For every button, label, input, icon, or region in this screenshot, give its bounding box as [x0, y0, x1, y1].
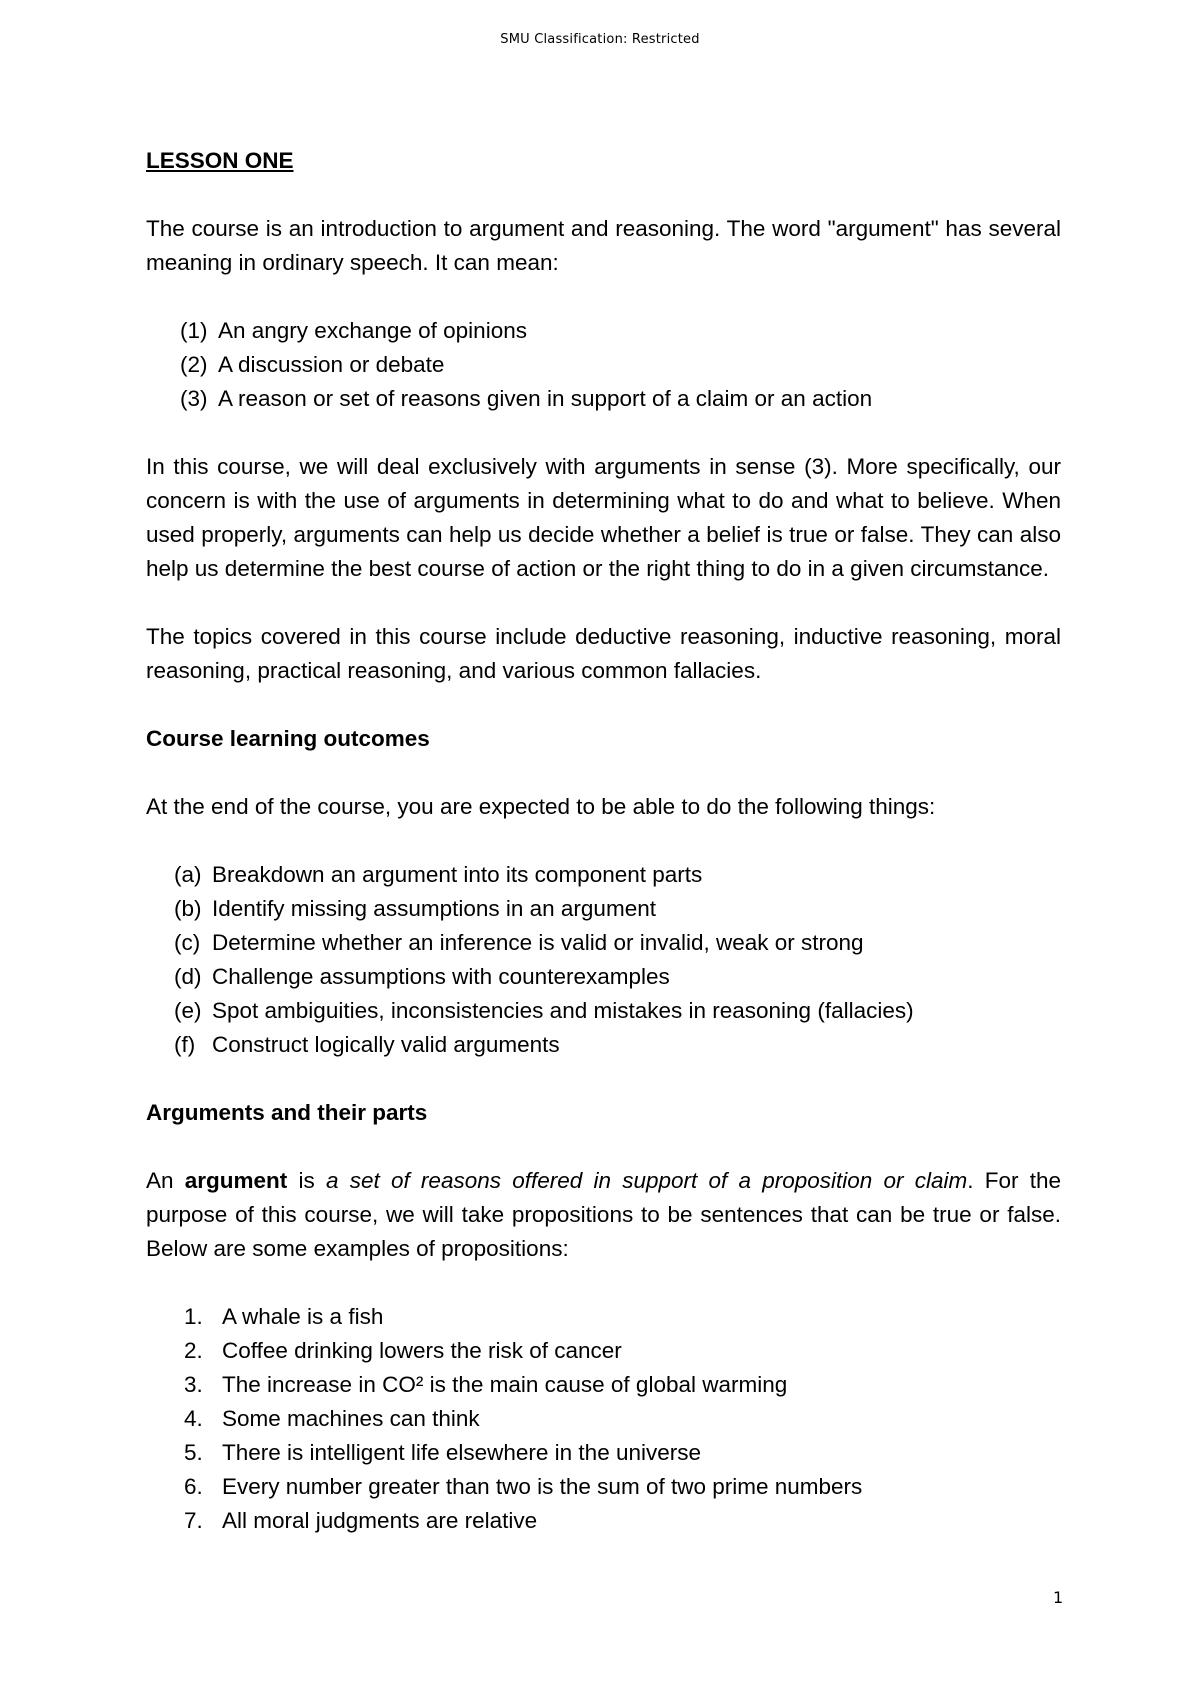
spacer [146, 688, 1061, 722]
lesson-title: LESSON ONE [146, 148, 294, 173]
spacer [146, 280, 1061, 314]
list-marker: 3. [184, 1372, 203, 1397]
list-item-text: Coffee drinking lowers the risk of cancer [222, 1338, 622, 1363]
list-item-text: The increase in CO² is the main cause of global warming [222, 1372, 788, 1397]
list-item [146, 960, 1061, 994]
list-item-text: Challenge assumptions with counterexamples [212, 964, 670, 989]
argument-definition [146, 1164, 1061, 1266]
definition-lead: An [146, 1168, 185, 1193]
list-item [146, 1028, 1061, 1062]
spacer [146, 756, 1061, 790]
list-item-text: Spot ambiguities, inconsistencies and mistakes in reasoning (fallacies) [212, 998, 914, 1023]
list-item [146, 314, 1061, 348]
spacer [146, 1062, 1061, 1096]
list-item-text: Construct logically valid arguments [212, 1032, 560, 1057]
list-marker: 6. [184, 1474, 203, 1499]
meanings-list [146, 314, 1061, 416]
list-item-text: All moral judgments are relative [222, 1508, 538, 1533]
list-marker: (b) [174, 896, 202, 921]
topics-paragraph: The topics covered in this course include deductive reasoning, inductive reasoning, moral reasoning, practical reasoning, and various common fallacies. [146, 624, 1061, 683]
intro-paragraph: The course is an introduction to argument and reasoning. The word "argument" has several meaning in ordinary speech. It can mean: [146, 216, 1061, 275]
list-item [146, 1368, 1061, 1402]
list-item-text: A discussion or debate [218, 352, 445, 377]
page-number: 1 [1053, 1588, 1064, 1607]
list-item [146, 994, 1061, 1028]
list-item-text: A whale is a fish [222, 1304, 384, 1329]
list-item [146, 1402, 1061, 1436]
definition-term: argument [184, 1168, 288, 1193]
list-marker: (2) [180, 352, 208, 377]
list-marker: 5. [184, 1440, 203, 1465]
list-item [146, 348, 1061, 382]
classification-header: SMU Classification: Restricted [500, 32, 700, 47]
list-item [146, 1300, 1061, 1334]
list-item [146, 1436, 1061, 1470]
list-item [146, 382, 1061, 416]
spacer [146, 586, 1061, 620]
spacer [146, 1266, 1061, 1300]
spacer [146, 1130, 1061, 1164]
sense-paragraph: In this course, we will deal exclusively with arguments in sense (3). More specifically, our concern is with the use of arguments in determining what to do and what to believe. When used properly, arguments can help us decide whether a belief is true or false. They can also help us determine the best course of action or the right thing to do in a given circumstance. [146, 454, 1061, 581]
list-item-text: Identify missing assumptions in an argument [212, 896, 656, 921]
list-marker: (e) [174, 998, 202, 1023]
list-item-text: Every number greater than two is the sum of two prime numbers [222, 1474, 863, 1499]
list-marker: (c) [174, 930, 201, 955]
list-marker: 1. [184, 1304, 203, 1329]
outcomes-intro: At the end of the course, you are expected to be able to do the following things: [146, 794, 936, 819]
definition-is: is [287, 1168, 326, 1193]
propositions-list [146, 1300, 1061, 1538]
list-item [146, 1334, 1061, 1368]
list-item [146, 858, 1061, 892]
page-body [146, 144, 1061, 1538]
list-marker: (1) [180, 318, 208, 343]
definition-rest: . For the purpose of this course, we will take propositions to be sentences that can be true or false. Below are some examples of propositions: [146, 1168, 1061, 1261]
list-marker: 4. [184, 1406, 203, 1431]
outcomes-list [146, 858, 1061, 1062]
list-item-text: Breakdown an argument into its component parts [212, 862, 703, 887]
list-item-text: Some machines can think [222, 1406, 480, 1431]
list-item [146, 1470, 1061, 1504]
list-marker: 2. [184, 1338, 203, 1363]
list-item-text: An angry exchange of opinions [218, 318, 527, 343]
list-marker: (d) [174, 964, 202, 989]
list-marker: (f) [174, 1032, 196, 1057]
list-item-text: Determine whether an inference is valid or invalid, weak or strong [212, 930, 864, 955]
list-item-text: A reason or set of reasons given in support of a claim or an action [218, 386, 873, 411]
list-item-text: There is intelligent life elsewhere in the universe [222, 1440, 702, 1465]
definition-italic: a set of reasons offered in support of a proposition or claim [325, 1168, 968, 1193]
list-marker: (a) [174, 862, 202, 887]
arguments-heading: Arguments and their parts [146, 1100, 428, 1125]
spacer [146, 178, 1061, 212]
outcomes-heading: Course learning outcomes [146, 726, 430, 751]
list-item [146, 926, 1061, 960]
list-item [146, 1504, 1061, 1538]
list-item [146, 892, 1061, 926]
list-marker: 7. [184, 1508, 203, 1533]
list-marker: (3) [180, 386, 208, 411]
spacer [146, 416, 1061, 450]
spacer [146, 824, 1061, 858]
